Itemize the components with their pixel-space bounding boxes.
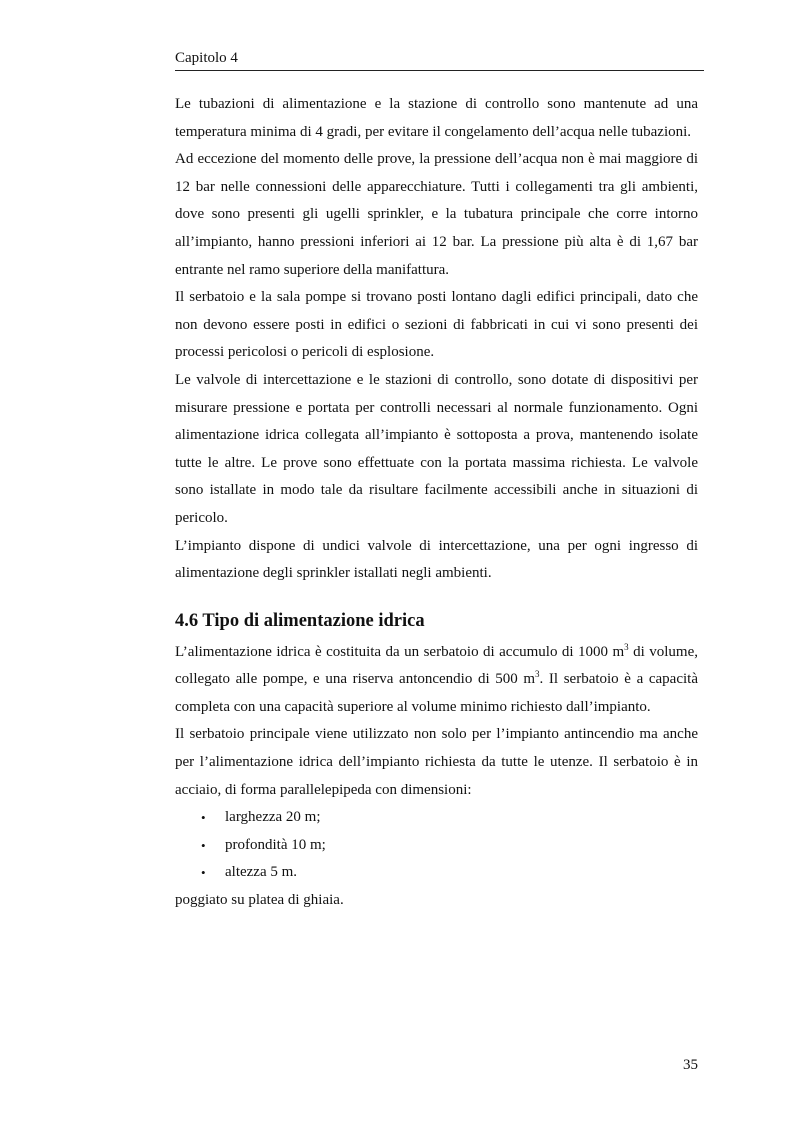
paragraph-serbatoio-principale: Il serbatoio principale viene utilizzato non solo per l’impianto antincendio ma anche per l’alimentazione idrica dell’impianto richiesta da tutte le utenze. Il serbatoio è in acciaio, di forma parallelepipeda con dimensioni: bbox=[175, 726, 698, 798]
bullet-icon: • bbox=[201, 837, 206, 853]
list-item bbox=[175, 804, 698, 832]
bullet-icon: • bbox=[201, 810, 206, 826]
paragraph-tubazioni: Le tubazioni di alimentazione e la stazione di controllo sono mantenute ad una temperatura minima di 4 gradi, per evitare il congelamento dell’acqua nelle tubazioni. bbox=[175, 96, 698, 140]
paragraph-undici-valvole: L’impianto dispone di undici valvole di intercettazione, una per ogni ingresso di alimentazione degli sprinkler istallati negli ambienti. bbox=[175, 537, 698, 582]
list-item-text: profondità 10 m; bbox=[225, 836, 326, 853]
alimentazione-text-2: di volume, collegato alle pompe, e una riserva antoncendio di 500 m bbox=[175, 643, 698, 688]
header-divider bbox=[175, 70, 704, 71]
running-header bbox=[175, 48, 704, 68]
list-item bbox=[175, 832, 698, 860]
page-number: 35 bbox=[683, 1057, 698, 1073]
bullet-icon: • bbox=[201, 865, 206, 881]
paragraph-valvole: Le valvole di intercettazione e le stazioni di controllo, sono dotate di dispositivi per misurare pressione e portata per controlli necessari al normale funzionamento. Ogni alimentazione idrica collegata all’impianto è sottoposta a prova, mantenendo isolate tutte le altre. Le prove sono effettuate con la portata massima richiesta. Le valvole sono istallate in modo tale da risultare facilmente accessibili anche in situazioni di pericolo. bbox=[175, 371, 698, 526]
superscript-3: 3 bbox=[535, 669, 540, 680]
list-item bbox=[175, 859, 698, 887]
alimentazione-text-1: L’alimentazione idrica è costituita da un serbatoio di accumulo di 1000 m bbox=[175, 643, 625, 660]
dimensions-list bbox=[175, 804, 698, 887]
superscript-3: 3 bbox=[624, 641, 629, 652]
chapter-label: Capitolo 4 bbox=[175, 50, 238, 66]
paragraph-alimentazione bbox=[175, 639, 698, 722]
paragraph-pressione: Ad eccezione del momento delle prove, la pressione dell’acqua non è mai maggiore di 12 bar nelle connessioni delle apparecchiature. Tutti i collegamenti tra gli ambienti, dove sono presenti gli ugelli sprinkler, e la tubatura principale che corre intorno all’impianto, hanno pressioni inferiori ai 12 bar. La pressione più alta è di 1,67 bar entrante nel ramo superiore della manifattura. bbox=[175, 151, 698, 278]
page-body bbox=[175, 91, 698, 915]
paragraph-serbatoio-sala-pompe: Il serbatoio e la sala pompe si trovano posti lontano dagli edifici principali, dato che non devono essere posti in edifici o sezioni di fabbricati in cui vi sono presenti dei processi pericolosi o pericoli di esplosione. bbox=[175, 289, 698, 361]
paragraph-closing: poggiato su platea di ghiaia. bbox=[175, 892, 344, 909]
section-heading: 4.6 Tipo di alimentazione idrica bbox=[175, 610, 425, 631]
list-item-text: altezza 5 m. bbox=[225, 864, 298, 881]
list-item-text: larghezza 20 m; bbox=[225, 809, 321, 826]
alimentazione-text-3: . Il serbatoio è a capacità completa con una capacità superiore al volume minimo richiesto dall’impianto. bbox=[175, 671, 698, 715]
